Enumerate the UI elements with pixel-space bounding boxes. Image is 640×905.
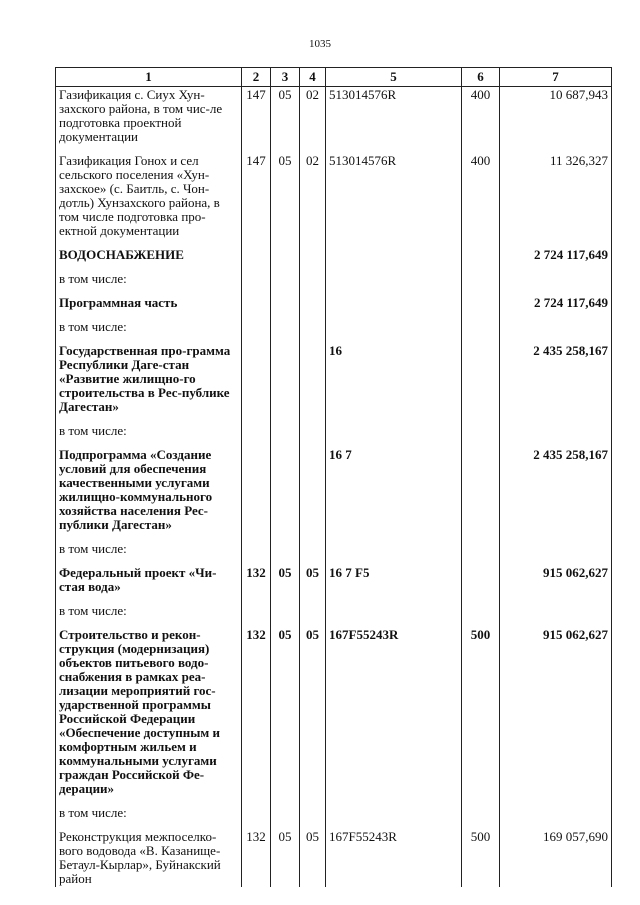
row-code-3: 05 [271, 829, 300, 887]
spacer-cell [300, 439, 326, 447]
row-code-3 [271, 603, 300, 619]
row-code-5: 16 7 [326, 447, 462, 533]
row-code-5: 513014576R [326, 153, 462, 239]
spacer-cell [326, 797, 462, 805]
row-code-6 [462, 565, 500, 595]
spacer-cell [500, 797, 612, 805]
row-name: Программная часть [56, 295, 242, 311]
spacer-cell [271, 619, 300, 627]
column-header-4: 4 [300, 68, 326, 87]
row-spacer [56, 335, 612, 343]
row-code-3 [271, 319, 300, 335]
row-amount: 915 062,627 [500, 627, 612, 797]
row-name: Газификация с. Сиух Хун-захского района, в том чис-ле подготовка проектной документации [56, 87, 242, 146]
spacer-cell [500, 287, 612, 295]
spacer-cell [56, 311, 242, 319]
row-name: в том числе: [56, 423, 242, 439]
row-name: Подпрограмма «Создание условий для обеспечения качественными услугами жилищно-коммунального хозяйства населения Рес-публики Дагестан» [56, 447, 242, 533]
row-spacer [56, 145, 612, 153]
row-code-5 [326, 805, 462, 821]
spacer-cell [500, 145, 612, 153]
spacer-cell [242, 797, 271, 805]
row-code-4 [300, 603, 326, 619]
row-amount [500, 805, 612, 821]
spacer-cell [326, 145, 462, 153]
row-code-4 [300, 541, 326, 557]
row-spacer [56, 619, 612, 627]
row-code-4 [300, 343, 326, 415]
spacer-cell [242, 145, 271, 153]
spacer-cell [56, 287, 242, 295]
row-code-3 [271, 247, 300, 263]
row-code-3 [271, 541, 300, 557]
spacer-cell [56, 821, 242, 829]
row-code-4 [300, 447, 326, 533]
row-code-6 [462, 319, 500, 335]
spacer-cell [500, 263, 612, 271]
spacer-cell [326, 533, 462, 541]
table-row [56, 627, 612, 797]
row-amount: 2 435 258,167 [500, 343, 612, 415]
row-spacer [56, 311, 612, 319]
spacer-cell [326, 263, 462, 271]
table-row [56, 829, 612, 887]
column-header-3: 3 [271, 68, 300, 87]
spacer-cell [242, 239, 271, 247]
spacer-cell [56, 533, 242, 541]
row-spacer [56, 415, 612, 423]
row-code-5 [326, 295, 462, 311]
row-amount: 2 724 117,649 [500, 295, 612, 311]
row-amount: 2 724 117,649 [500, 247, 612, 263]
row-code-2 [242, 271, 271, 287]
spacer-cell [300, 263, 326, 271]
table-row [56, 565, 612, 595]
spacer-cell [271, 263, 300, 271]
row-code-6 [462, 343, 500, 415]
spacer-cell [242, 439, 271, 447]
spacer-cell [500, 533, 612, 541]
spacer-cell [326, 557, 462, 565]
row-name: Федеральный проект «Чи-стая вода» [56, 565, 242, 595]
spacer-cell [500, 619, 612, 627]
row-spacer [56, 287, 612, 295]
row-spacer [56, 595, 612, 603]
spacer-cell [326, 335, 462, 343]
row-code-4: 02 [300, 153, 326, 239]
spacer-cell [242, 557, 271, 565]
spacer-cell [326, 287, 462, 295]
row-amount [500, 271, 612, 287]
row-code-5 [326, 247, 462, 263]
spacer-cell [500, 335, 612, 343]
column-header-6: 6 [462, 68, 500, 87]
table-row [56, 295, 612, 311]
spacer-cell [462, 595, 500, 603]
table-row [56, 603, 612, 619]
spacer-cell [500, 557, 612, 565]
row-code-2 [242, 603, 271, 619]
spacer-cell [271, 145, 300, 153]
spacer-cell [56, 595, 242, 603]
spacer-cell [271, 533, 300, 541]
spacer-cell [56, 797, 242, 805]
row-spacer [56, 557, 612, 565]
row-code-4 [300, 271, 326, 287]
spacer-cell [300, 145, 326, 153]
row-code-4: 05 [300, 829, 326, 887]
row-code-2: 132 [242, 627, 271, 797]
table-row [56, 153, 612, 239]
row-code-6 [462, 541, 500, 557]
spacer-cell [300, 287, 326, 295]
row-amount [500, 423, 612, 439]
row-code-5 [326, 603, 462, 619]
row-name: Реконструкция межпоселко-вого водовода «В. Казанище-Бетаул-Кырлар», Буйнакский район [56, 829, 242, 887]
spacer-cell [271, 287, 300, 295]
row-code-2: 147 [242, 87, 271, 146]
spacer-cell [500, 439, 612, 447]
row-amount: 169 057,690 [500, 829, 612, 887]
spacer-cell [326, 619, 462, 627]
spacer-cell [242, 821, 271, 829]
row-code-6 [462, 271, 500, 287]
spacer-cell [500, 821, 612, 829]
spacer-cell [56, 145, 242, 153]
row-name: в том числе: [56, 603, 242, 619]
spacer-cell [242, 533, 271, 541]
spacer-cell [271, 439, 300, 447]
row-code-3 [271, 423, 300, 439]
spacer-cell [462, 533, 500, 541]
row-name: в том числе: [56, 805, 242, 821]
spacer-cell [300, 239, 326, 247]
spacer-cell [242, 335, 271, 343]
spacer-cell [271, 821, 300, 829]
spacer-cell [300, 335, 326, 343]
row-spacer [56, 533, 612, 541]
row-code-6: 500 [462, 829, 500, 887]
spacer-cell [500, 311, 612, 319]
row-code-6 [462, 247, 500, 263]
spacer-cell [500, 239, 612, 247]
table-row [56, 805, 612, 821]
spacer-cell [300, 619, 326, 627]
row-code-5 [326, 541, 462, 557]
spacer-cell [300, 797, 326, 805]
row-code-3 [271, 343, 300, 415]
row-name: ВОДОСНАБЖЕНИЕ [56, 247, 242, 263]
column-header-2: 2 [242, 68, 271, 87]
row-name: Государственная про-грамма Республики Даге-стан «Развитие жилищно-го строительства в Рес-публике Дагестан» [56, 343, 242, 415]
spacer-cell [300, 415, 326, 423]
column-header-5: 5 [326, 68, 462, 87]
column-header-1: 1 [56, 68, 242, 87]
spacer-cell [56, 439, 242, 447]
spacer-cell [462, 415, 500, 423]
row-code-4: 05 [300, 565, 326, 595]
spacer-cell [462, 557, 500, 565]
spacer-cell [242, 595, 271, 603]
spacer-cell [462, 439, 500, 447]
spacer-cell [500, 415, 612, 423]
row-code-2 [242, 805, 271, 821]
spacer-cell [271, 335, 300, 343]
spacer-cell [500, 595, 612, 603]
row-code-5: 167F55243R [326, 829, 462, 887]
spacer-cell [56, 335, 242, 343]
row-code-5: 513014576R [326, 87, 462, 146]
spacer-cell [462, 145, 500, 153]
row-code-2 [242, 343, 271, 415]
spacer-cell [326, 415, 462, 423]
row-amount: 2 435 258,167 [500, 447, 612, 533]
row-code-2: 132 [242, 565, 271, 595]
row-code-2 [242, 541, 271, 557]
budget-table [55, 67, 612, 887]
row-code-5: 16 7 F5 [326, 565, 462, 595]
spacer-cell [462, 619, 500, 627]
row-amount: 10 687,943 [500, 87, 612, 146]
row-code-2: 147 [242, 153, 271, 239]
row-code-4 [300, 805, 326, 821]
row-amount [500, 541, 612, 557]
row-code-5: 167F55243R [326, 627, 462, 797]
spacer-cell [56, 415, 242, 423]
row-code-6 [462, 447, 500, 533]
row-code-3: 05 [271, 87, 300, 146]
spacer-cell [326, 311, 462, 319]
spacer-cell [56, 557, 242, 565]
spacer-cell [462, 263, 500, 271]
spacer-cell [56, 263, 242, 271]
row-code-4 [300, 319, 326, 335]
spacer-cell [462, 239, 500, 247]
row-code-6: 500 [462, 627, 500, 797]
table-row [56, 87, 612, 146]
row-code-4 [300, 247, 326, 263]
row-code-5 [326, 423, 462, 439]
row-code-2 [242, 247, 271, 263]
row-code-4: 05 [300, 627, 326, 797]
spacer-cell [271, 595, 300, 603]
row-code-3: 05 [271, 153, 300, 239]
table-body [56, 87, 612, 888]
spacer-cell [271, 311, 300, 319]
spacer-cell [271, 239, 300, 247]
row-name: в том числе: [56, 319, 242, 335]
row-code-6: 400 [462, 153, 500, 239]
spacer-cell [462, 311, 500, 319]
spacer-cell [271, 415, 300, 423]
row-code-5: 16 [326, 343, 462, 415]
row-code-6 [462, 295, 500, 311]
row-code-3 [271, 295, 300, 311]
table-row [56, 271, 612, 287]
column-header-7: 7 [500, 68, 612, 87]
spacer-cell [462, 797, 500, 805]
row-code-5 [326, 319, 462, 335]
spacer-cell [300, 311, 326, 319]
table-row [56, 447, 612, 533]
spacer-cell [300, 533, 326, 541]
spacer-cell [242, 287, 271, 295]
spacer-cell [300, 557, 326, 565]
row-amount: 11 326,327 [500, 153, 612, 239]
spacer-cell [462, 821, 500, 829]
spacer-cell [462, 335, 500, 343]
row-code-6 [462, 805, 500, 821]
page-number: 1035 [309, 38, 331, 50]
row-code-3 [271, 447, 300, 533]
row-spacer [56, 797, 612, 805]
row-code-2 [242, 319, 271, 335]
row-code-2: 132 [242, 829, 271, 887]
table-row [56, 343, 612, 415]
row-name: Строительство и рекон-струкция (модернизация) объектов питьевого водо-снабжения в рамках реа-лизации мероприятий гос-ударственной программы Российской Федерации «Обеспечение доступным и комфортным жильем и коммунальными услугами граждан Российской Фе-дерации» [56, 627, 242, 797]
row-name: Газификация Гонох и сел сельского поселения «Хун-захское» (с. Баитль, с. Чон-дотль) Хунзахского района, в том числе подготовка про-ектной документации [56, 153, 242, 239]
row-name: в том числе: [56, 271, 242, 287]
row-spacer [56, 263, 612, 271]
table-row [56, 247, 612, 263]
spacer-cell [242, 263, 271, 271]
row-name: в том числе: [56, 541, 242, 557]
spacer-cell [300, 595, 326, 603]
spacer-cell [326, 439, 462, 447]
row-code-3: 05 [271, 565, 300, 595]
row-amount: 915 062,627 [500, 565, 612, 595]
table-row [56, 423, 612, 439]
row-amount [500, 319, 612, 335]
spacer-cell [242, 415, 271, 423]
spacer-cell [271, 797, 300, 805]
spacer-cell [326, 239, 462, 247]
row-code-2 [242, 423, 271, 439]
header-row [56, 68, 612, 87]
row-code-4 [300, 295, 326, 311]
row-code-2 [242, 295, 271, 311]
row-spacer [56, 821, 612, 829]
spacer-cell [326, 821, 462, 829]
spacer-cell [242, 619, 271, 627]
row-code-6 [462, 423, 500, 439]
row-code-2 [242, 447, 271, 533]
row-code-6 [462, 603, 500, 619]
row-code-6: 400 [462, 87, 500, 146]
row-code-3 [271, 805, 300, 821]
spacer-cell [56, 239, 242, 247]
spacer-cell [300, 821, 326, 829]
row-code-5 [326, 271, 462, 287]
row-spacer [56, 239, 612, 247]
spacer-cell [242, 311, 271, 319]
spacer-cell [271, 557, 300, 565]
spacer-cell [56, 619, 242, 627]
table-row [56, 541, 612, 557]
row-code-4 [300, 423, 326, 439]
spacer-cell [462, 287, 500, 295]
row-code-3 [271, 271, 300, 287]
table-row [56, 319, 612, 335]
row-code-4: 02 [300, 87, 326, 146]
row-code-3: 05 [271, 627, 300, 797]
row-spacer [56, 439, 612, 447]
row-amount [500, 603, 612, 619]
spacer-cell [326, 595, 462, 603]
